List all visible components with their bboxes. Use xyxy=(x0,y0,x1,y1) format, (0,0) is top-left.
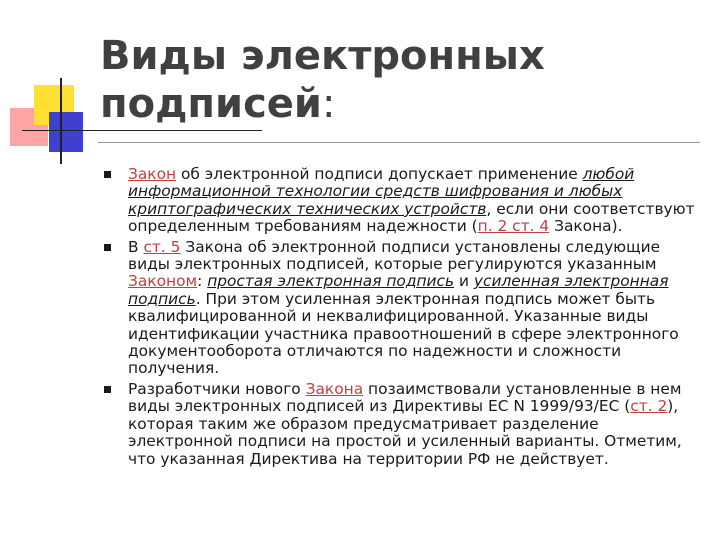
bullet-text: об электронной подписи допускает применение xyxy=(176,165,583,183)
bullet-text: ), которая таким же образом предусматривает разделение электронной подписи на простой и усиленный варианты. Отметим, что указанная Директива на территории РФ не действует. xyxy=(128,397,682,468)
slide-title-colon: : xyxy=(321,81,336,127)
decor-horizontal-line xyxy=(22,130,262,131)
bullet-text: и xyxy=(454,272,474,291)
bullet-text: В xyxy=(128,237,144,256)
decor-vertical-line xyxy=(60,78,62,164)
law-reference-link[interactable]: Закон xyxy=(128,165,177,183)
law-reference-link[interactable]: п. 2 ст. 4 xyxy=(477,217,550,236)
bullet-text: Закона об электронной подписи установлены следующие виды электронных подписей, которые регулируются указанным xyxy=(128,237,661,274)
emphasized-text: простая электронная подпись xyxy=(207,272,455,291)
law-reference-link[interactable]: ст. 5 xyxy=(143,237,181,256)
bullet-marker-icon xyxy=(104,244,111,251)
bullet-text: . При этом усиленная электронная подпись может быть квалифицированной и неквалифицированной. Указанные виды идентификации участника правоотношений в сфере электронного документооборота отличаются по надежности и сложности получения. xyxy=(128,289,679,378)
slide-title xyxy=(100,32,700,128)
bullet-item xyxy=(100,239,700,378)
bullet-text: Закона). xyxy=(549,217,623,236)
emphasized-text: усиленная электронная подпись xyxy=(128,272,669,308)
bullet-item xyxy=(100,381,700,468)
bullet-text: Разработчики нового xyxy=(128,379,306,398)
emphasized-text: любой информационной технологии средств шифрования и любых криптографических технических устройств xyxy=(128,165,635,218)
law-reference-link[interactable]: Закона xyxy=(305,379,364,398)
decor-blue-square xyxy=(49,112,83,152)
slide-title-line2: подписей xyxy=(100,81,322,127)
bullet-list xyxy=(100,166,700,471)
law-reference-link[interactable]: Законом xyxy=(128,272,198,291)
law-reference-link[interactable]: ст. 2 xyxy=(630,397,668,416)
bullet-text: : xyxy=(197,272,208,291)
bullet-text: позаимствовали установленные в нем виды электронных подписей из Директивы ЕС N 1999/93/ЕС ( xyxy=(128,379,682,416)
bullet-item xyxy=(100,166,700,236)
bullet-marker-icon xyxy=(104,386,111,393)
slide-title-line1: Виды электронных xyxy=(100,33,545,79)
title-underline-rule xyxy=(98,142,700,143)
bullet-text: , если они соответствуют определенным требованиям надежности ( xyxy=(128,199,695,236)
bullet-marker-icon xyxy=(104,171,111,178)
